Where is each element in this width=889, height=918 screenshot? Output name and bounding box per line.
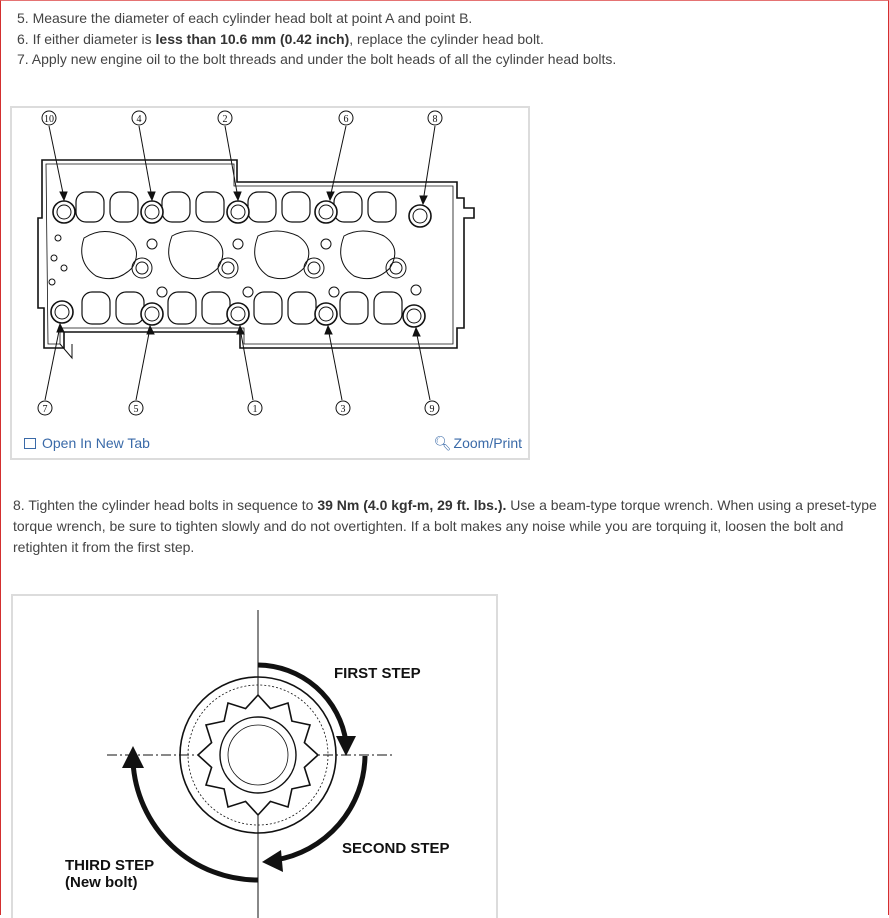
step-6: 6. If either diameter is less than 10.6 mm (0.42 inch), replace the cylinder head bolt. [17, 30, 544, 47]
first-step-arrowhead [336, 736, 356, 756]
torque-steps-diagram [13, 596, 496, 918]
instruction-steps [17, 8, 616, 70]
zoom-icon: 🔍︎ [433, 435, 452, 451]
leader-lines [45, 126, 435, 400]
bolt-number-4: 4 [136, 114, 142, 125]
second-step-label: SECOND STEP [342, 840, 450, 857]
bolt-number-7: 7 [42, 404, 48, 415]
cylinder-head-diagram [12, 108, 528, 428]
figure-toolbar [12, 428, 528, 458]
third-step-label: THIRD STEP [65, 857, 155, 874]
second-step-arrowhead [262, 850, 283, 872]
bolt-number-9: 9 [429, 404, 435, 415]
bolt-number-6: 6 [343, 114, 349, 125]
open-in-new-tab-link[interactable]: Open In New Tab [24, 435, 150, 451]
bolt-number-1: 1 [252, 404, 258, 415]
torque-steps-figure[interactable] [11, 594, 498, 918]
bolt-number-10: 10 [44, 114, 54, 125]
bolt-number-2: 2 [222, 114, 228, 125]
step-8: 8. Tighten the cylinder head bolts in sequence to 39 Nm (4.0 kgf-m, 29 ft. lbs.). Use a beam-type torque wrench. When using a preset-type torque wrench, be sure to tighten slowly and do not overtighten. If a bolt makes any noise while you are torquing it, loosen the bolt and retighten it from the first step. [13, 497, 877, 555]
head-bolts-bottom [51, 301, 425, 327]
bolt-number-5: 5 [133, 404, 139, 415]
step-5: 5. Measure the diameter of each cylinder head bolt at point A and point B. [17, 10, 473, 26]
first-step-label: FIRST STEP [334, 665, 421, 682]
zoom-print-link[interactable]: 🔍︎ Zoom/Print [433, 435, 522, 451]
bolt-number-8: 8 [432, 114, 438, 125]
bolt-number-3: 3 [340, 404, 346, 415]
cylinder-head-bolt-figure[interactable] [10, 106, 530, 460]
new-tab-icon [24, 438, 36, 449]
third-step-arrowhead [122, 746, 144, 768]
bolt-number-badges [38, 111, 442, 415]
new-bolt-note: (New bolt) [65, 874, 138, 891]
step-7: 7. Apply new engine oil to the bolt threads and under the bolt heads of all the cylinder head bolts. [17, 51, 617, 67]
bolt-head-12-point [198, 695, 318, 815]
combustion-chambers [49, 231, 421, 297]
